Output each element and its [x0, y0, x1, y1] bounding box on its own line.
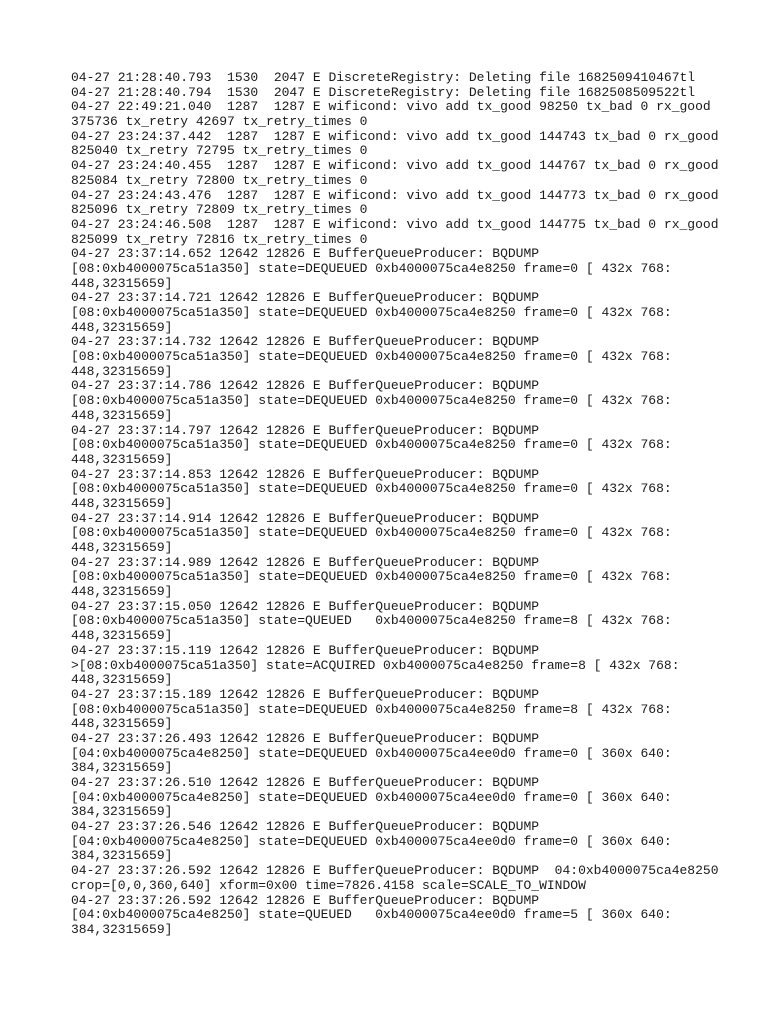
log-line: 825096 tx_retry 72809 tx_retry_times 0 [71, 202, 368, 218]
log-line: 825099 tx_retry 72816 tx_retry_times 0 [71, 231, 368, 247]
log-line: 04-27 23:24:43.476 1287 1287 E wificond: vivo add tx_good 144773 tx_bad 0 rx_good [71, 187, 719, 203]
log-line: [04:0xb4000075ca4e8250] state=DEQUEUED 0xb4000075ca4ee0d0 frame=0 [ 360x 640: [71, 745, 672, 761]
log-line: 448,32315659] [71, 716, 173, 732]
log-line: 04-27 23:24:40.455 1287 1287 E wificond: vivo add tx_good 144767 tx_bad 0 rx_good [71, 158, 719, 174]
log-line: 04-27 23:37:14.732 12642 12826 E BufferQueueProducer: BQDUMP [71, 334, 540, 350]
log-line: 04-27 21:28:40.793 1530 2047 E DiscreteRegistry: Deleting file 1682509410467tl [71, 70, 696, 85]
log-line: 384,32315659] [71, 921, 173, 937]
log-line: 04-27 23:24:37.442 1287 1287 E wificond: vivo add tx_good 144743 tx_bad 0 rx_good [71, 128, 719, 144]
log-line: 825040 tx_retry 72795 tx_retry_times 0 [71, 143, 368, 159]
log-line: 448,32315659] [71, 363, 173, 379]
log-line: 04-27 23:37:26.592 12642 12826 E BufferQueueProducer: BQDUMP [71, 892, 540, 908]
log-line: 04-27 23:37:14.797 12642 12826 E BufferQueueProducer: BQDUMP [71, 422, 540, 438]
log-line: 448,32315659] [71, 672, 173, 688]
log-line: 448,32315659] [71, 451, 173, 467]
log-line: 04-27 23:37:26.510 12642 12826 E BufferQueueProducer: BQDUMP [71, 775, 540, 790]
log-line: 448,32315659] [71, 584, 173, 600]
log-line: 04-27 23:37:15.119 12642 12826 E BufferQueueProducer: BQDUMP [71, 642, 540, 658]
log-line: 04-27 23:37:14.721 12642 12826 E BufferQueueProducer: BQDUMP [71, 290, 540, 306]
log-line: [08:0xb4000075ca51a350] state=DEQUEUED 0xb4000075ca4e8250 frame=8 [ 432x 768: [71, 701, 672, 717]
log-line: [08:0xb4000075ca51a350] state=DEQUEUED 0xb4000075ca4e8250 frame=0 [ 432x 768: [71, 437, 672, 453]
log-line: [08:0xb4000075ca51a350] state=DEQUEUED 0xb4000075ca4e8250 frame=0 [ 432x 768: [71, 260, 672, 276]
log-line: [08:0xb4000075ca51a350] state=DEQUEUED 0xb4000075ca4e8250 frame=0 [ 432x 768: [71, 481, 672, 497]
log-line: [04:0xb4000075ca4e8250] state=QUEUED 0xb4000075ca4ee0d0 frame=5 [ 360x 640: [71, 907, 672, 923]
log-line: 825084 tx_retry 72800 tx_retry_times 0 [71, 172, 368, 188]
log-line: 448,32315659] [71, 407, 173, 423]
log-line: [08:0xb4000075ca51a350] state=DEQUEUED 0xb4000075ca4e8250 frame=0 [ 432x 768: [71, 393, 672, 409]
log-line: 04-27 23:37:14.853 12642 12826 E BufferQueueProducer: BQDUMP [71, 466, 540, 482]
log-line: [04:0xb4000075ca4e8250] state=DEQUEUED 0xb4000075ca4ee0d0 frame=0 [ 360x 640: [71, 833, 672, 849]
log-line: 04-27 23:37:26.592 12642 12826 E BufferQueueProducer: BQDUMP 04:0xb4000075ca4e8250 [71, 863, 719, 879]
log-line: 04-27 23:37:14.652 12642 12826 E BufferQueueProducer: BQDUMP [71, 246, 540, 262]
log-line: 04-27 23:24:46.508 1287 1287 E wificond: vivo add tx_good 144775 tx_bad 0 rx_good [71, 216, 719, 232]
log-line: >[08:0xb4000075ca51a350] state=ACQUIRED 0xb4000075ca4e8250 frame=8 [ 432x 768: [71, 657, 680, 673]
log-line: 04-27 23:37:14.989 12642 12826 E BufferQueueProducer: BQDUMP [71, 554, 540, 570]
log-line: 384,32315659] [71, 760, 173, 776]
log-line: [08:0xb4000075ca51a350] state=DEQUEUED 0xb4000075ca4e8250 frame=0 [ 432x 768: [71, 569, 672, 585]
log-line: 384,32315659] [71, 848, 173, 864]
log-line: 04-27 23:37:26.546 12642 12826 E BufferQueueProducer: BQDUMP [71, 819, 540, 835]
log-line: 04-27 22:49:21.040 1287 1287 E wificond: vivo add tx_good 98250 tx_bad 0 rx_good [71, 99, 711, 115]
log-line: [08:0xb4000075ca51a350] state=DEQUEUED 0xb4000075ca4e8250 frame=0 [ 432x 768: [71, 305, 672, 320]
log-line: [08:0xb4000075ca51a350] state=DEQUEUED 0xb4000075ca4e8250 frame=0 [ 432x 768: [71, 349, 672, 365]
log-line: 04-27 21:28:40.794 1530 2047 E DiscreteRegistry: Deleting file 1682508509522tl [71, 84, 696, 100]
log-line: 04-27 23:37:15.050 12642 12826 E BufferQueueProducer: BQDUMP [71, 598, 540, 614]
log-line: 448,32315659] [71, 275, 173, 291]
log-line: 448,32315659] [71, 540, 173, 555]
log-line: 448,32315659] [71, 495, 173, 511]
log-line: 375736 tx_retry 42697 tx_retry_times 0 [71, 114, 368, 130]
log-line: [04:0xb4000075ca4e8250] state=DEQUEUED 0xb4000075ca4ee0d0 frame=0 [ 360x 640: [71, 789, 672, 805]
log-line: 448,32315659] [71, 628, 173, 644]
log-line: 384,32315659] [71, 804, 173, 820]
log-line: 04-27 23:37:26.493 12642 12826 E BufferQueueProducer: BQDUMP [71, 730, 540, 746]
log-line: [08:0xb4000075ca51a350] state=DEQUEUED 0xb4000075ca4e8250 frame=0 [ 432x 768: [71, 525, 672, 541]
log-line: 448,32315659] [71, 319, 173, 335]
log-line: 04-27 23:37:14.786 12642 12826 E BufferQueueProducer: BQDUMP [71, 378, 540, 394]
log-line: [08:0xb4000075ca51a350] state=QUEUED 0xb4000075ca4e8250 frame=8 [ 432x 768: [71, 613, 672, 629]
log-text-block [71, 70, 719, 938]
log-line: crop=[0,0,360,640] xform=0x00 time=7826.4158 scale=SCALE_TO_WINDOW [71, 877, 586, 893]
log-line: 04-27 23:37:15.189 12642 12826 E BufferQueueProducer: BQDUMP [71, 686, 540, 702]
log-line: 04-27 23:37:14.914 12642 12826 E BufferQueueProducer: BQDUMP [71, 510, 540, 526]
